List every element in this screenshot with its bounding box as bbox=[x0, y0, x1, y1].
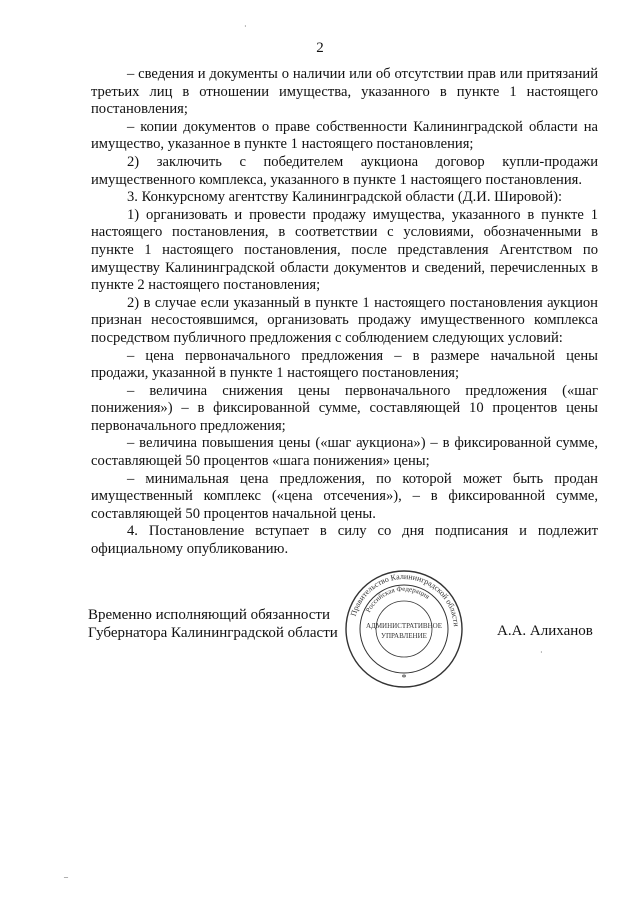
paragraph-rights-claims: – сведения и документы о наличии или об отсутствии прав или притязаний третьих лиц в отношении имущества, указанного в пункте 1 настоящего постановления; bbox=[91, 66, 598, 118]
document-body bbox=[91, 66, 598, 559]
seal-center-line-2: УПРАВЛЕНИЕ bbox=[381, 632, 427, 640]
page-number: 2 bbox=[316, 40, 324, 56]
signature-position bbox=[88, 606, 338, 642]
seal-inner-text: Российская Федерация bbox=[364, 584, 432, 614]
signature-position-line-2: Губернатора Калининградской области bbox=[88, 625, 338, 641]
paragraph-initial-price: – цена первоначального предложения – в размере начальной цены продажи, указанной в пункте 1 настоящего постановления; bbox=[91, 347, 598, 382]
seal-center-line-1: АДМИНИСТРАТИВНОЕ bbox=[366, 622, 442, 630]
paragraph-sale-contract: 2) заключить с победителем аукциона договор купли-продажи имущественного комплекса, указанного в пункте 1 настоящего постановления. bbox=[91, 153, 598, 188]
signature-position-line-1: Временно исполняющий обязанности bbox=[88, 607, 331, 623]
paragraph-organize-sale: 1) организовать и провести продажу имущества, указанного в пункте 1 настоящего постановления, в соответствии с условиями, обозначенными в пункте 1 настоящего постановления, после представления Агентством по имуществу Калининградской области документов и сведений, перечисленных в пункте 2 настоящего постановления; bbox=[91, 206, 598, 294]
paragraph-cutoff-price: – минимальная цена предложения, по которой может быть продан имущественный комплекс («цена отсечения»), – в фиксированной сумме, составляющей 50 процентов начальной цены. bbox=[91, 470, 598, 522]
paragraph-ownership-copies: – копии документов о праве собственности Калининградской области на имущество, указанное в пункте 1 настоящего постановления; bbox=[91, 118, 598, 153]
seal-star: * bbox=[401, 673, 407, 684]
scan-dot-mark: · bbox=[244, 22, 247, 31]
paragraph-public-offer: 2) в случае если указанный в пункте 1 настоящего постановления аукцион признан несостоявшимся, организовать продажу имущественного комплекса посредством публичного предложения с соблюдением следующих условий: bbox=[91, 294, 598, 346]
paragraph-price-reduction-step: – величина снижения цены первоначального предложения («шаг понижения») – в фиксированной сумме, составляющей 10 процентов цены первоначального предложения; bbox=[91, 382, 598, 434]
paragraph-auction-step: – величина повышения цены («шаг аукциона») – в фиксированной сумме, составляющей 50 процентов «шага понижения» цены; bbox=[91, 435, 598, 470]
paragraph-agency-heading: 3. Конкурсному агентству Калининградской области (Д.И. Шировой): bbox=[127, 189, 563, 206]
seal-graphic bbox=[343, 568, 465, 690]
scan-dash-mark: – bbox=[64, 872, 68, 881]
seal-outer-text: Правительство Калининградской области bbox=[348, 571, 461, 627]
official-seal bbox=[343, 568, 465, 690]
paragraph-effective-date: 4. Постановление вступает в силу со дня подписания и подлежит официальному опубликованию. bbox=[91, 523, 598, 558]
signer-name: А.А. Алиханов bbox=[497, 623, 593, 639]
scan-dot-mark: · bbox=[540, 648, 543, 657]
